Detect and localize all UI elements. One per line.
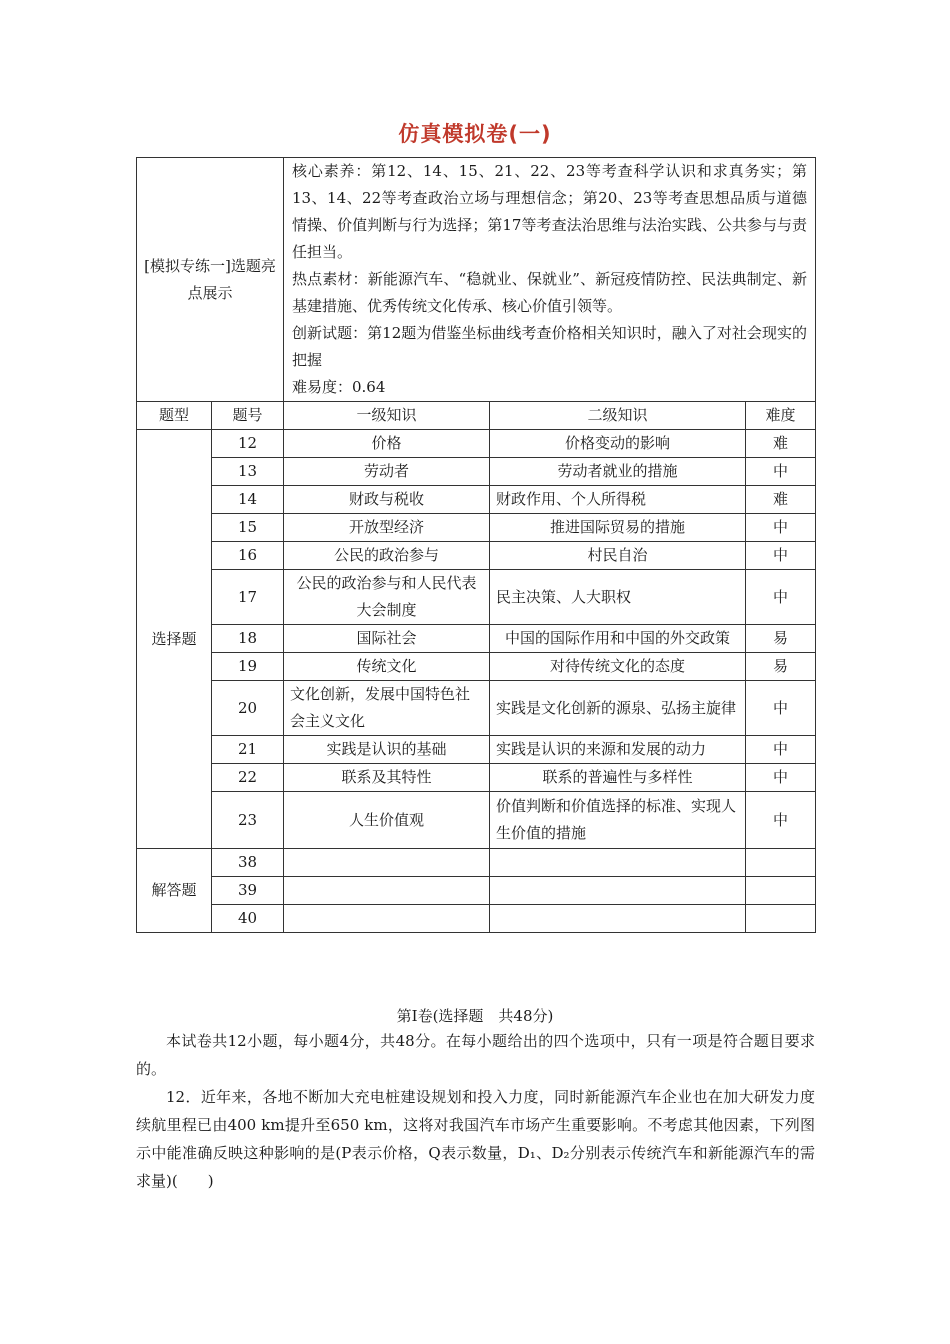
table-row [137, 486, 816, 514]
section-heading: 第Ⅰ卷(选择题 共48分) [396, 1007, 554, 1025]
table-row [137, 570, 816, 625]
level1-knowledge: 实践是认识的基础 [284, 736, 490, 764]
question-number: 15 [212, 514, 284, 542]
header-level2: 二级知识 [490, 402, 746, 430]
level1-knowledge: 公民的政治参与 [284, 542, 490, 570]
question-number: 40 [212, 905, 284, 933]
table-row [137, 877, 816, 905]
table-row [137, 792, 816, 849]
level1-knowledge: 传统文化 [284, 653, 490, 681]
question-number: 17 [212, 570, 284, 625]
header-level1: 一级知识 [284, 402, 490, 430]
level2-knowledge: 推进国际贸易的措施 [490, 514, 746, 542]
level2-knowledge: 联系的普遍性与多样性 [490, 764, 746, 792]
difficulty: 难 [746, 486, 816, 514]
header-difficulty: 难度 [746, 402, 816, 430]
difficulty: 中 [746, 792, 816, 849]
table-row [137, 430, 816, 458]
question-number: 21 [212, 736, 284, 764]
difficulty: 中 [746, 736, 816, 764]
instructions-text: 本试卷共12小题，每小题4分，共48分。在每小题给出的四个选项中，只有一项是符合题目要求的。 [136, 1032, 815, 1078]
header-row [137, 402, 816, 430]
difficulty-text: 难易度：0.64 [292, 378, 386, 396]
difficulty: 中 [746, 514, 816, 542]
level1-knowledge [284, 905, 490, 933]
choice-type-cell: 选择题 [137, 430, 212, 849]
level1-knowledge [284, 877, 490, 905]
question-number: 14 [212, 486, 284, 514]
level1-knowledge: 人生价值观 [284, 792, 490, 849]
highlight-label: [模拟专练一]选题亮点展示 [137, 158, 284, 402]
table-row [137, 458, 816, 486]
difficulty: 中 [746, 681, 816, 736]
question-12-text: 12．近年来，各地不断加大充电桩建设规划和投入力度，同时新能源汽车企业也在加大研发力度续航里程已由400 km提升至650 km，这将对我国汽车市场产生重要影响。不考虑其他因素，下列图示中能准确反映这种影响的是(P表示价格，Q表示数量，D₁、D₂分别表示传统汽车和新能源汽车的需求量)( ) [136, 1088, 815, 1190]
level2-knowledge: 财政作用、个人所得税 [490, 486, 746, 514]
question-number: 20 [212, 681, 284, 736]
level1-knowledge: 公民的政治参与和人民代表大会制度 [284, 570, 490, 625]
innovation-text: 创新试题：第12题为借鉴坐标曲线考查价格相关知识时，融入了对社会现实的把握 [292, 324, 808, 369]
table-row [137, 905, 816, 933]
level1-knowledge: 文化创新，发展中国特色社会主义文化 [284, 681, 490, 736]
difficulty: 易 [746, 625, 816, 653]
header-number: 题号 [212, 402, 284, 430]
difficulty: 易 [746, 653, 816, 681]
answer-type-cell: 解答题 [137, 849, 212, 933]
level2-knowledge: 民主决策、人大职权 [490, 570, 746, 625]
table-row [137, 653, 816, 681]
question-number: 18 [212, 625, 284, 653]
level2-knowledge [490, 905, 746, 933]
table-row [137, 764, 816, 792]
table-row [137, 625, 816, 653]
level2-knowledge: 价格变动的影响 [490, 430, 746, 458]
table-row [137, 514, 816, 542]
question-number: 19 [212, 653, 284, 681]
difficulty [746, 849, 816, 877]
level2-knowledge: 劳动者就业的措施 [490, 458, 746, 486]
level1-knowledge: 联系及其特性 [284, 764, 490, 792]
difficulty: 中 [746, 764, 816, 792]
difficulty [746, 905, 816, 933]
question-number: 13 [212, 458, 284, 486]
level2-knowledge: 价值判断和价值选择的标准、实现人生价值的措施 [490, 792, 746, 849]
core-literacy-text: 核心素养：第12、14、15、21、22、23等考查科学认识和求真务实；第13、14、22等考查政治立场与理想信念；第20、23等考查思想品质与道德情操、价值判断与行为选择；第17等考查法治思维与法治实践、公共参与与责任担当。 [292, 162, 808, 261]
table-row [137, 681, 816, 736]
question-number: 23 [212, 792, 284, 849]
level1-knowledge: 价格 [284, 430, 490, 458]
question-number: 38 [212, 849, 284, 877]
level1-knowledge [284, 849, 490, 877]
level2-knowledge: 村民自治 [490, 542, 746, 570]
level2-knowledge [490, 877, 746, 905]
hot-material-text: 热点素材：新能源汽车、“稳就业、保就业”、新冠疫情防控、民法典制定、新基建措施、优秀传统文化传承、核心价值引领等。 [292, 270, 808, 315]
level1-knowledge: 财政与税收 [284, 486, 490, 514]
level2-knowledge: 实践是认识的来源和发展的动力 [490, 736, 746, 764]
question-number: 12 [212, 430, 284, 458]
difficulty [746, 877, 816, 905]
page-title: 仿真模拟卷(一) [398, 122, 552, 146]
table-row [137, 542, 816, 570]
header-type: 题型 [137, 402, 212, 430]
level1-knowledge: 国际社会 [284, 625, 490, 653]
level2-knowledge: 中国的国际作用和中国的外交政策 [490, 625, 746, 653]
table-row [137, 849, 816, 877]
level1-knowledge: 劳动者 [284, 458, 490, 486]
table-row [137, 736, 816, 764]
knowledge-table [136, 157, 816, 933]
level2-knowledge [490, 849, 746, 877]
level1-knowledge: 开放型经济 [284, 514, 490, 542]
question-number: 16 [212, 542, 284, 570]
highlight-content [284, 158, 816, 402]
level2-knowledge: 实践是文化创新的源泉、弘扬主旋律 [490, 681, 746, 736]
question-number: 39 [212, 877, 284, 905]
highlight-row [137, 158, 816, 402]
difficulty: 中 [746, 570, 816, 625]
difficulty: 难 [746, 430, 816, 458]
difficulty: 中 [746, 542, 816, 570]
difficulty: 中 [746, 458, 816, 486]
question-number: 22 [212, 764, 284, 792]
level2-knowledge: 对待传统文化的态度 [490, 653, 746, 681]
